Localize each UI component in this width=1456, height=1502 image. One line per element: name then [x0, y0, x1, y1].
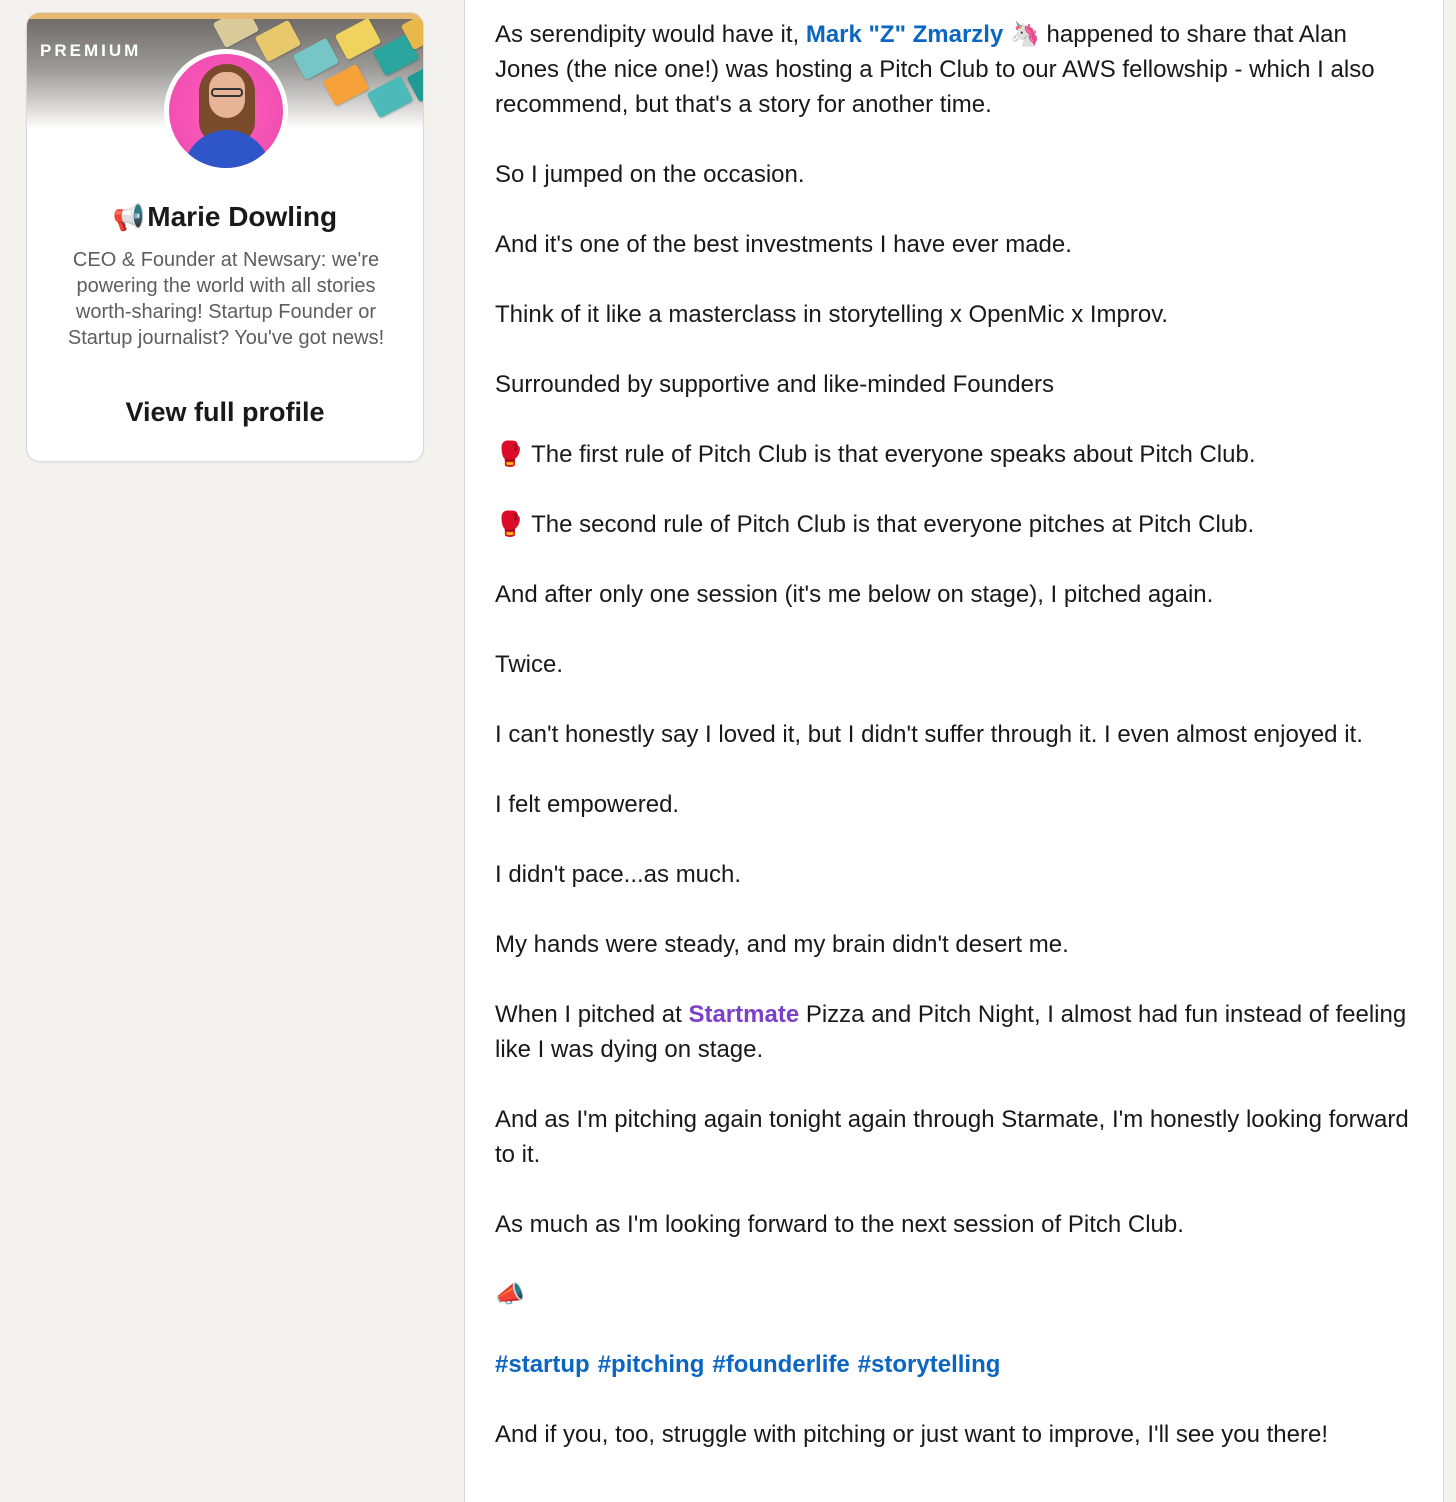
post-paragraph: As serendipity would have it, Mark "Z" Zmarzly 🦄 happened to share that Alan Jones (the nice one!) was hosting a Pitch Club to our AWS fellowship - which I also recommend, but that's a story for another time.	[495, 20, 1375, 118]
post-paragraph	[495, 1277, 1415, 1312]
profile-card	[26, 12, 424, 462]
hashtag-link[interactable]: #startup	[495, 1351, 590, 1378]
hashtag-link[interactable]: #founderlife	[712, 1351, 850, 1378]
profile-name[interactable]	[27, 201, 423, 233]
post-body	[495, 17, 1415, 1487]
mention-link[interactable]: Mark "Z" Zmarzly	[805, 21, 1004, 48]
post-paragraph: And as I'm pitching again tonight again through Starmate, I'm honestly looking forward to it.	[495, 1106, 1409, 1168]
post-paragraph: And after only one session (it's me below on stage), I pitched again.	[495, 581, 1214, 608]
post-paragraph: When I pitched at Startmate Pizza and Pitch Night, I almost had fun instead of feeling like I was dying on stage.	[495, 1001, 1407, 1063]
post-panel	[464, 0, 1444, 1502]
post-paragraph: Twice.	[495, 651, 564, 678]
avatar[interactable]	[164, 49, 288, 173]
post-paragraph: As much as I'm looking forward to the next session of Pitch Club.	[495, 1211, 1184, 1238]
megaphone-icon: 📢	[112, 203, 146, 233]
post-paragraph: And if you, too, struggle with pitching or just want to improve, I'll see you there!	[495, 1421, 1329, 1448]
post-paragraph: And it's one of the best investments I have ever made.	[495, 231, 1072, 258]
hashtag-link[interactable]: #pitching	[597, 1351, 705, 1378]
post-paragraph: I can't honestly say I loved it, but I didn't suffer through it. I even almost enjoyed it.	[495, 721, 1363, 748]
hashtag-row	[495, 1347, 1415, 1382]
post-paragraph: So I jumped on the occasion.	[495, 161, 805, 188]
post-paragraph: 🥊 The second rule of Pitch Club is that everyone pitches at Pitch Club.	[495, 510, 1255, 538]
profile-headline: CEO & Founder at Newsary: we're powering the world with all stories worth-sharing! Startup Founder or Startup journalist? You've got news!	[67, 249, 385, 349]
view-full-profile-link[interactable]: View full profile	[125, 397, 325, 427]
company-link[interactable]: Startmate	[688, 1001, 800, 1028]
premium-label: PREMIUM	[40, 41, 142, 60]
post-paragraph: I didn't pace...as much.	[495, 861, 742, 888]
post-paragraph: My hands were steady, and my brain didn't desert me.	[495, 931, 1069, 958]
boxing-glove-icon: 🥊	[495, 440, 525, 468]
cheering-megaphone-icon: 📣	[495, 1280, 525, 1308]
post-paragraph: Surrounded by supportive and like-minded Founders	[495, 371, 1054, 398]
profile-name-text: Marie Dowling	[147, 201, 338, 232]
boxing-glove-icon: 🥊	[495, 510, 525, 538]
hashtag-link[interactable]: #storytelling	[857, 1351, 1001, 1378]
post-paragraph: I felt empowered.	[495, 791, 680, 818]
post-paragraph: 🥊 The first rule of Pitch Club is that everyone speaks about Pitch Club.	[495, 440, 1256, 468]
post-paragraph: Think of it like a masterclass in storytelling x OpenMic x Improv.	[495, 301, 1169, 328]
unicorn-icon: 🦄	[1009, 20, 1040, 48]
